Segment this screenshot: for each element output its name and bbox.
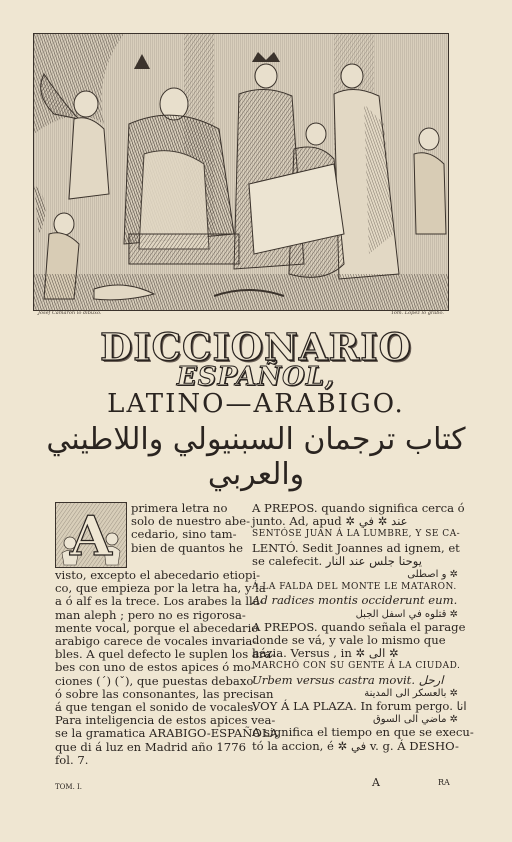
left-line: primera letra no [131, 501, 228, 515]
right-line: tó la accion, é ✲ في v. g. Á DESHO- [252, 738, 459, 753]
right-line: و اصطلى ✲ [407, 569, 458, 581]
title-arabic: كتاب ترجمان السبنيولي واللاطيني والعربي [46, 422, 466, 492]
left-line: Para inteligencia de estos apices vea- [55, 713, 276, 728]
right-line: se calefecit. يوحنا جلس عند النار [252, 553, 423, 568]
engraving-illustration [34, 34, 448, 310]
right-line: MARCHÓ CON SU GENTE Á LA CIUDAD. [252, 661, 461, 672]
right-line: A significa el tiempo en que se execu- [252, 725, 474, 740]
right-text-column [252, 501, 474, 753]
title-line-latino-arabigo: LATINO—ARABIGO. [107, 389, 405, 419]
right-line: házia. Versus , in ✲ الى ✲ [252, 646, 399, 661]
left-line: bles. A quel defecto le suplen los ara- [55, 647, 276, 662]
left-line: fol. 7. [55, 752, 89, 767]
right-line: SENTÓSE JUAN Á LA LUMBRE, Y SE CA- [252, 529, 461, 540]
frontispiece-engraving [33, 33, 449, 311]
left-line: a ó alf es la trece. Los arabes la lla- [55, 594, 264, 609]
left-line: ciones (´) (ˇ), que puestas debaxo [55, 673, 254, 688]
right-line: Ad radices montis occiderunt eum. [252, 593, 458, 608]
left-line: bien de quantos he [131, 540, 243, 555]
left-line: arabigo carece de vocales invaria- [55, 634, 257, 649]
right-line: ماضي الى السوق ✲ [373, 714, 458, 726]
right-line: VOY Á LA PLAZA. In forum pergo. انا [252, 699, 467, 714]
left-line: ó sobre las consonantes, las precisan [55, 686, 274, 701]
left-line: cedario, sino tam- [131, 527, 237, 542]
dropcap-illustration [56, 503, 126, 567]
left-line: que di á luz en Madrid año 1776 [55, 739, 246, 754]
right-line: donde se vá, y vale lo mismo que [252, 633, 446, 648]
left-line: man aleph ; pero no es rigorosa- [55, 607, 246, 622]
right-line: A PREPOS. quando significa cerca ó [252, 501, 465, 515]
left-text-column [55, 501, 278, 767]
left-line: mente vocal, porque el abecedario [55, 620, 259, 635]
ornamental-dropcap [55, 502, 127, 568]
volume-footer: TOM. I. [55, 783, 83, 791]
left-line: visto, excepto el abecedario etiopi- [55, 568, 261, 582]
right-line: Urbem versus castra movit. ارحل [252, 672, 444, 687]
right-line: A PREPOS. quando señala el parage [252, 619, 466, 634]
signature-mark: A [372, 776, 380, 789]
left-line: co, que empieza por la letra ha, y la [55, 581, 266, 596]
left-line: se la gramatica ARABIGO-ESPAÑOLA [55, 726, 278, 741]
left-line: solo de nuestro abe- [131, 514, 250, 529]
title-line-diccionario: DICCIONARIO [100, 325, 412, 369]
engraving-credit-right: Tom. Lopez lo grabó. [390, 310, 444, 316]
left-line: á que tengan el sonido de vocales. [55, 700, 258, 715]
right-line: بالعسكر الى المدينة ✲ [364, 687, 458, 699]
right-line: Á LA FALDA DEL MONTE LE MATARON. [252, 582, 457, 593]
right-line: قتلوه في اسفل الجبل ✲ [355, 608, 458, 620]
catchword: RA [438, 778, 450, 787]
dropcap-letter: A [70, 504, 112, 568]
engraving-credit-left: Josef Camarón lo dibuxó. [38, 310, 102, 316]
right-line: LENTÓ. Sedit Joannes ad ignem, et [252, 540, 460, 555]
right-line: junto. Ad, apud ✲ عند ✲ في [252, 514, 408, 529]
title-line-espanol: ESPAÑOL, [176, 362, 336, 392]
left-line: bes con uno de estos apices ó mo- [55, 660, 255, 675]
